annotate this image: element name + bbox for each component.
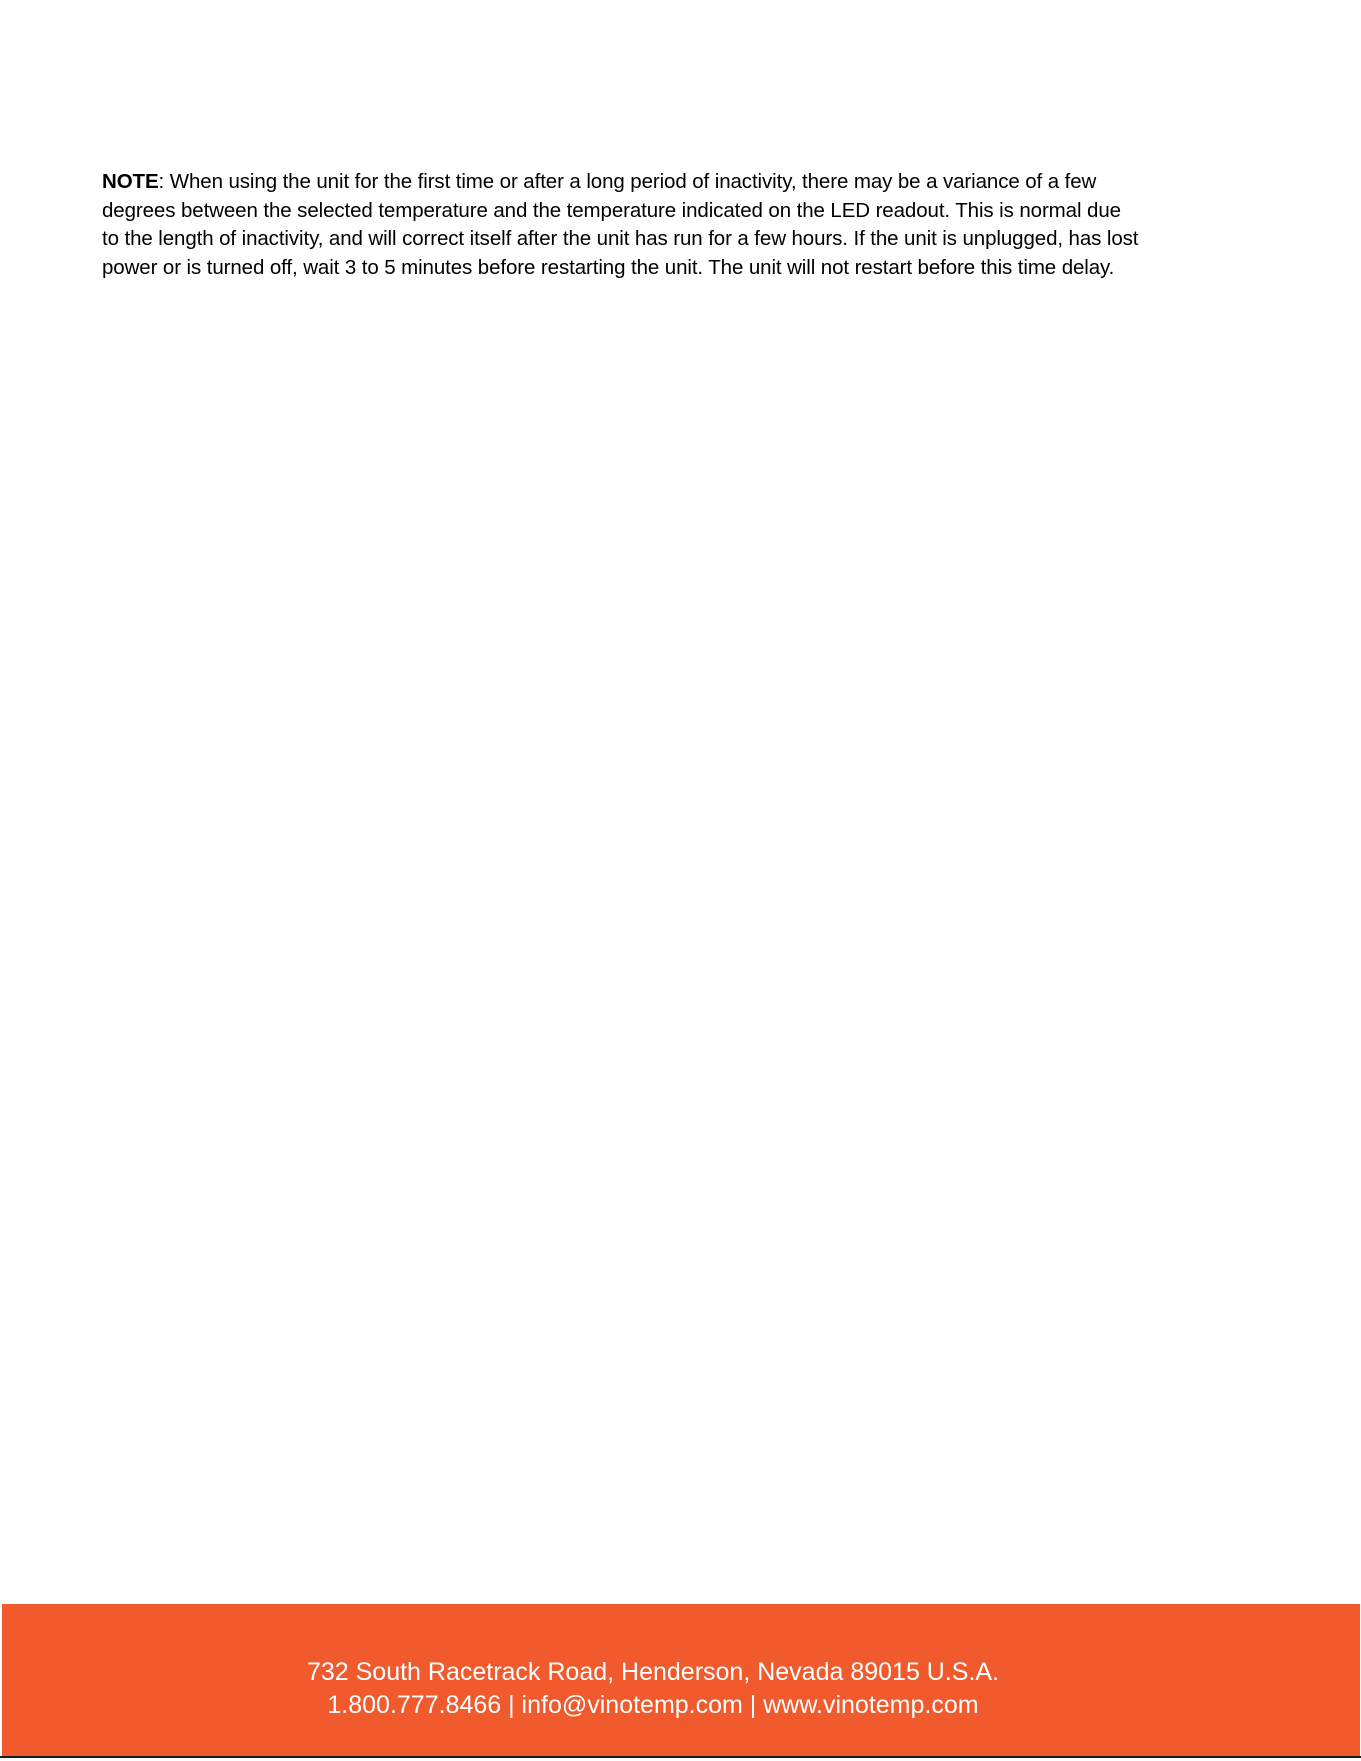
footer-contact: 1.800.777.8466 | info@vinotemp.com | www.vinotemp.com [327,1691,979,1719]
note-text: : When using the unit for the first time or after a long period of inactivity, there may be a variance of a few degrees between the selected temperature and the temperature indicated on the LED readout. This is normal due to the length of inactivity, and will correct itself after the unit has run for a few hours. If the unit is unplugged, has lost power or is turned off, wait 3 to 5 minutes before restarting the unit. The unit will not restart before this time delay. [102,170,1139,279]
note-label: NOTE [102,170,159,193]
footer-address: 732 South Racetrack Road, Henderson, Nevada 89015 U.S.A. [306,1658,1000,1686]
note-paragraph [102,168,1142,282]
footer-banner [2,1604,1360,1756]
page-bottom-rule [0,1756,1361,1761]
